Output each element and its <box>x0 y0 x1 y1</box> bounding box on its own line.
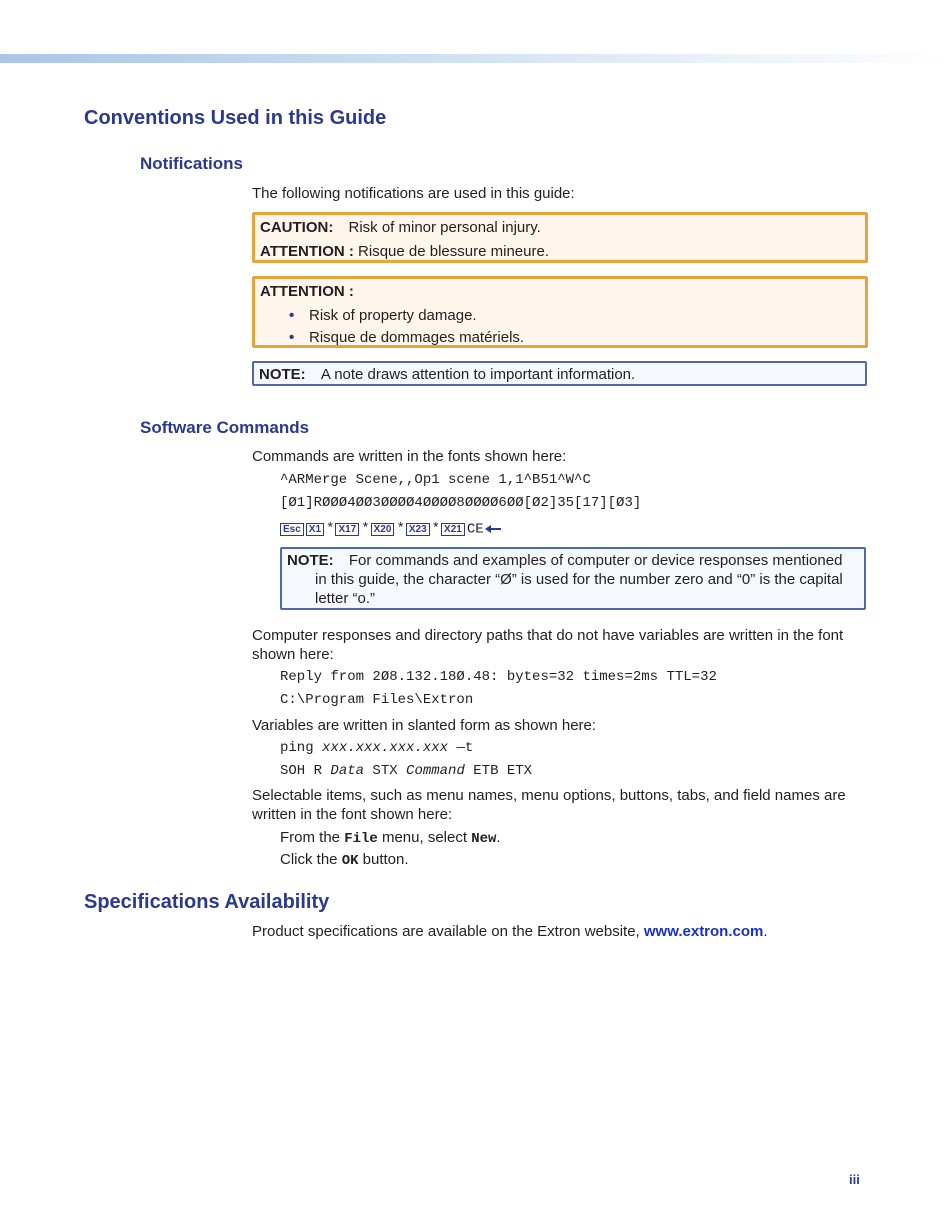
response-example-2: C:\Program Files\Extron <box>280 692 474 708</box>
key-x17: X17 <box>335 523 359 536</box>
header-gradient-bar <box>0 54 950 63</box>
bullet-icon: • <box>289 329 295 346</box>
attention-box <box>252 276 868 348</box>
key-tail: CE <box>466 521 484 538</box>
section-title-specifications: Specifications Availability <box>84 891 330 913</box>
subsection-title-software-commands: Software Commands <box>140 418 310 437</box>
key-x20: X20 <box>371 523 395 536</box>
bullet-icon: • <box>289 307 295 324</box>
responses-intro-1: Computer responses and directory paths that do not have variables are written in the font <box>252 627 844 644</box>
caution-text: Risk of minor personal injury. <box>348 219 541 236</box>
command-note-text-3: letter “o.” <box>315 590 376 607</box>
page-number: iii <box>849 1172 860 1187</box>
key-separator: * <box>396 521 405 538</box>
key-esc: Esc <box>280 523 304 536</box>
variable-example-2: SOH R Data STX Command ETB ETX <box>280 763 533 779</box>
selectable-example-2: Click the OK button. <box>280 851 409 869</box>
subsection-title-notifications: Notifications <box>140 154 243 173</box>
variables-intro: Variables are written in slanted form as shown here: <box>252 717 597 734</box>
specifications-text: Product specifications are available on the Extron website, www.extron.com. <box>252 923 768 940</box>
command-note-box <box>280 547 866 610</box>
note-text: A note draws attention to important information. <box>320 366 636 383</box>
key-sequence <box>280 520 502 537</box>
key-separator: * <box>326 521 335 538</box>
attention-label: ATTENTION : <box>260 283 354 300</box>
key-separator: * <box>361 521 370 538</box>
carriage-return-arrow-icon <box>484 524 502 534</box>
extron-website-link[interactable]: www.extron.com <box>643 923 764 940</box>
caution-fr-text: Risque de blessure mineure. <box>358 243 549 260</box>
note-box <box>252 361 867 386</box>
command-example-1: ^ARMerge Scene,,Op1 scene 1,1^B51^W^C <box>280 472 591 488</box>
key-x21: X21 <box>441 523 465 536</box>
selectable-intro-1: Selectable items, such as menu names, menu options, buttons, tabs, and field names are <box>252 787 846 804</box>
caution-box <box>252 212 868 263</box>
commands-intro: Commands are written in the fonts shown here: <box>252 448 567 465</box>
attention-item: • Risque de dommages matériels. <box>289 329 525 346</box>
command-note-text-1: For commands and examples of computer or device responses mentioned <box>348 552 843 569</box>
caution-label: CAUTION: <box>260 219 334 236</box>
note-label: NOTE: <box>259 366 306 383</box>
responses-intro-2: shown here: <box>252 646 334 663</box>
caution-fr-label: ATTENTION : <box>260 243 354 260</box>
variable-example-1: ping xxx.xxx.xxx.xxx —t <box>280 740 474 756</box>
selectable-intro-2: written in the font shown here: <box>252 806 453 823</box>
command-example-2: [Ø1]RØØØ4ØØ3ØØØØ4ØØØØ8ØØØØ6ØØ[Ø2]35[17][Ø3] <box>280 495 642 511</box>
command-note-text-2: in this guide, the character “Ø” is used for the number zero and “0” is the capital <box>315 571 843 588</box>
notifications-intro: The following notifications are used in this guide: <box>252 185 575 202</box>
selectable-example-1: From the File menu, select New. <box>280 829 501 847</box>
key-separator: * <box>431 521 441 538</box>
command-note-label: NOTE: <box>287 552 334 569</box>
key-x1: X1 <box>306 523 324 536</box>
section-title-conventions: Conventions Used in this Guide <box>84 107 387 129</box>
response-example-1: Reply from 2Ø8.132.18Ø.48: bytes=32 times=2ms TTL=32 <box>280 669 717 685</box>
attention-item: • Risk of property damage. <box>289 307 477 324</box>
key-x23: X23 <box>406 523 430 536</box>
